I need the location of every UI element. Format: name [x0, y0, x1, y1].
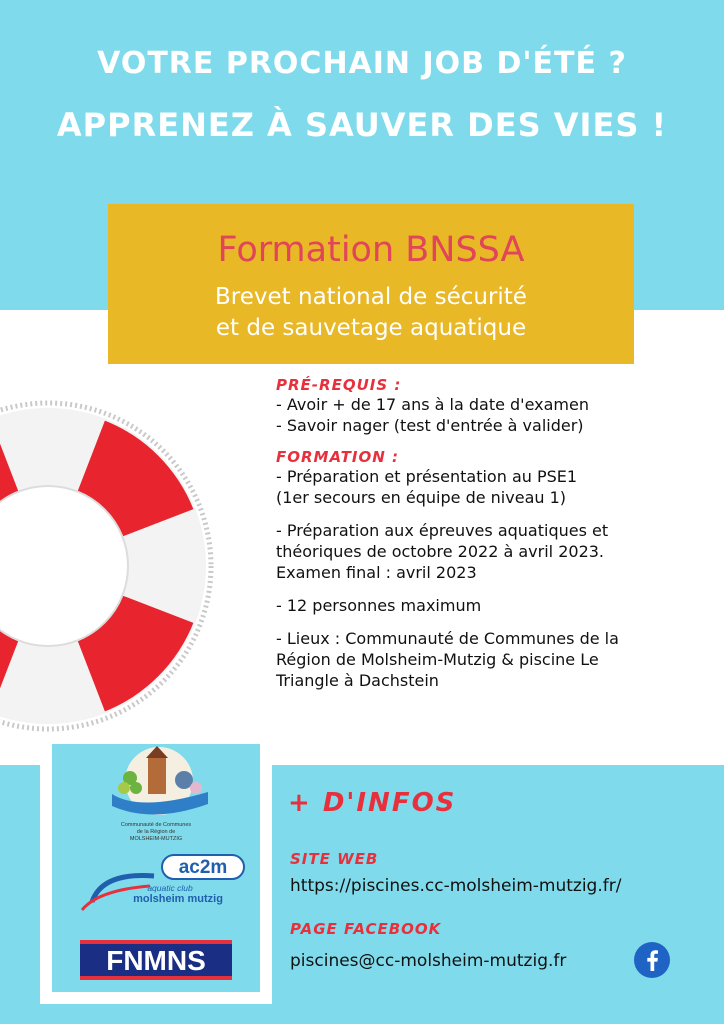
formation-line: - 12 personnes maximum — [276, 596, 482, 615]
formation-line: Examen final : avril 2023 — [276, 563, 477, 582]
formation-line: Triangle à Dachstein — [276, 671, 439, 690]
subtitle-line-2: et de sauvetage aquatique — [215, 315, 527, 341]
formation-line: - Préparation aux épreuves aquatiques et — [276, 521, 609, 540]
formation-label: FORMATION : — [276, 448, 399, 466]
ac2m-line: aquatic club — [147, 883, 193, 893]
prerequisites-label: PRÉ-REQUIS : — [276, 376, 402, 394]
formation-line: Région de Molsheim-Mutzig & piscine Le — [276, 650, 599, 669]
cc-caption-line: MOLSHEIM-MUTZIG — [129, 836, 183, 842]
ac2m-mark: ac2m — [178, 857, 228, 878]
title-box — [108, 204, 634, 364]
partner-logos — [52, 744, 260, 992]
facebook-label: PAGE FACEBOOK — [290, 920, 442, 938]
ac2m-line: molsheim mutzig — [133, 893, 223, 905]
site-link[interactable]: https://piscines.cc-molsheim-mutzig.fr/ — [290, 876, 622, 896]
facebook-icon[interactable] — [634, 942, 670, 978]
formation-line: théoriques de octobre 2022 à avril 2023. — [276, 542, 605, 561]
more-info-heading: + D'INFOS — [288, 788, 457, 818]
headline-line-2: APPRENEZ À SAUVER DES VIES ! — [56, 106, 668, 144]
formation-line: - Préparation et présentation au PSE1 — [276, 467, 578, 486]
fnmns-text: FNMNS — [106, 945, 206, 976]
prerequisite-item: - Savoir nager (test d'entrée à valider) — [276, 416, 584, 435]
formation-title: Formation BNSSA — [217, 230, 525, 270]
subtitle-line-1: Brevet national de sécurité — [215, 284, 527, 310]
prerequisite-item: - Avoir + de 17 ans à la date d'examen — [276, 395, 589, 414]
cc-molsheim-logo — [112, 746, 208, 842]
info-block — [276, 376, 716, 691]
lifebuoy-illustration — [0, 398, 216, 734]
facebook-contact[interactable]: piscines@cc-molsheim-mutzig.fr — [290, 951, 567, 971]
partner-logos-card — [40, 732, 272, 1004]
headline-line-1: VOTRE PROCHAIN JOB D'ÉTÉ ? — [97, 46, 627, 81]
formation-line: - Lieux : Communauté de Communes de la — [276, 629, 619, 648]
fnmns-logo — [80, 940, 232, 980]
formation-line: (1er secours en équipe de niveau 1) — [276, 488, 567, 507]
ac2m-logo — [82, 855, 244, 910]
cc-caption-line: Communauté de Communes — [120, 822, 192, 828]
cc-caption-line: de la Région de — [136, 829, 176, 835]
site-label: SITE WEB — [290, 850, 379, 868]
